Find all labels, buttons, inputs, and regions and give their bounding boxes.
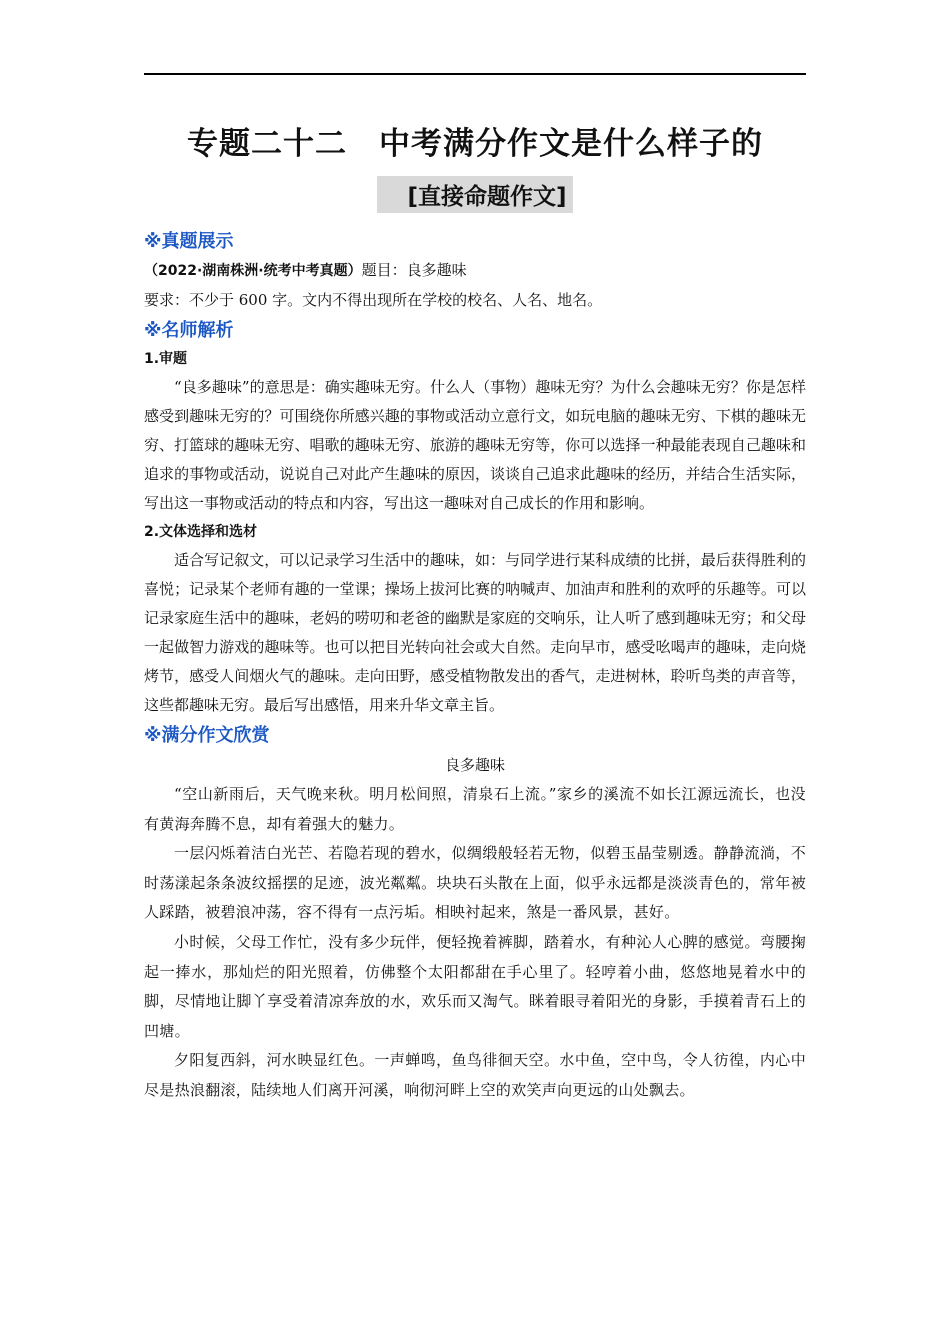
exam-topic: 题目：良多趣味 [361, 261, 467, 279]
subtitle-wrapper [0, 176, 950, 213]
page-subtitle: [直接命题作文] [377, 176, 572, 213]
document-body [144, 228, 806, 1106]
section-heading-analysis: ※名师解析 [144, 320, 234, 341]
essay-paragraph: 夕阳复西斜，河水映显红色。一声蝉鸣，鱼鸟徘徊天空。水中鱼，空中鸟，令人彷徨，内心中尽是热浪翻滚，陆续地人们离开河溪，响彻河畔上空的欢笑声向更远的山处飘去。 [144, 1051, 806, 1099]
analysis-part1-heading: 1.审题 [144, 351, 188, 367]
section-heading-essay: ※满分作文欣赏 [144, 725, 270, 746]
essay [144, 750, 806, 1106]
analysis-part1-text: “良多趣味”的意思是：确实趣味无穷。什么人（事物）趣味无穷？为什么会趣味无穷？你是怎样感受到趣味无穷的？可围绕你所感兴趣的事物或活动立意行文，如玩电脑的趣味无穷、下棋的趣味无穷、打篮球的趣味无穷、唱歌的趣味无穷、旅游的趣味无穷等，你可以选择一种最能表现自己趣味和追求的事物或活动，说说自己对此产生趣味的原因，谈谈自己追求此趣味的经历，并结合生活实际，写出这一事物或活动的特点和内容，写出这一趣味对自己成长的作用和影响。 [144, 378, 806, 512]
exam-source-line [144, 256, 806, 286]
essay-paragraph: 小时候，父母工作忙，没有多少玩伴，便轻挽着裤脚，踏着水，有种沁人心脾的感觉。弯腰掬起一捧水，那灿烂的阳光照着，仿佛整个太阳都甜在手心里了。轻哼着小曲，悠悠地晃着水中的脚，尽情地让脚丫享受着清凉奔放的水，欢乐而又淘气。眯着眼寻着阳光的身影，手摸着青石上的凹塘。 [144, 932, 806, 1040]
analysis-part2-heading: 2.文体选择和选材 [144, 524, 258, 540]
essay-paragraph: “空山新雨后，天气晚来秋。明月松间照，清泉石上流。”家乡的溪流不如长江源远流长，也没有黄海奔腾不息，却有着强大的魅力。 [144, 785, 806, 833]
top-divider [144, 73, 806, 75]
essay-title: 良多趣味 [444, 756, 505, 774]
page-title: 专题二十二 中考满分作文是什么样子的 [187, 126, 763, 162]
exam-requirement: 要求：不少于 600 字。文内不得出现所在学校的校名、人名、地名。 [144, 291, 603, 309]
analysis-part2-text: 适合写记叙文，可以记录学习生活中的趣味，如：与同学进行某科成绩的比拼，最后获得胜利的喜悦；记录某个老师有趣的一堂课；操场上拔河比赛的呐喊声、加油声和胜利的欢呼的乐趣等。可以记录家庭生活中的趣味，老妈的唠叨和老爸的幽默是家庭的交响乐，让人听了感到趣味无穷；和父母一起做智力游戏的趣味等。也可以把目光转向社会或大自然。走向早市，感受吆喝声的趣味，走向烧烤节，感受人间烟火气的趣味。走向田野，感受植物散发出的香气，走进树林，聆听鸟类的声音等，这些都趣味无穷。最后写出感悟，用来升华文章主旨。 [144, 551, 806, 714]
exam-source: （2022·湖南株洲·统考中考真题） [144, 263, 362, 279]
essay-paragraph: 一层闪烁着洁白光芒、若隐若现的碧水，似绸缎般轻若无物，似碧玉晶莹剔透。静静流淌，不时荡漾起条条波纹摇摆的足迹，波光粼粼。块块石头散在上面，似乎永远都是淡淡青色的，常年被人踩踏，被碧浪冲荡，容不得有一点污垢。相映衬起来，煞是一番风景，甚好。 [144, 844, 806, 922]
section-heading-real-exam: ※真题展示 [144, 231, 234, 252]
